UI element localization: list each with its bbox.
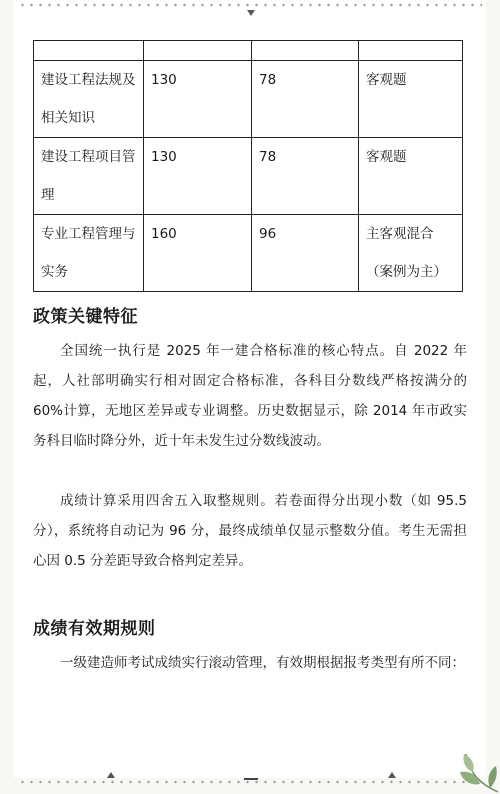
question-type-text: 主客观混合（案例为主） (366, 226, 447, 280)
subject-text: 建设工程项目管理 (41, 149, 136, 203)
section-heading-validity: 成绩有效期规则 (33, 619, 156, 639)
leaf-decoration-icon (440, 734, 500, 794)
table-cell (252, 41, 359, 61)
question-type-cell (359, 61, 463, 138)
bottom-triangle-marker-right (388, 772, 396, 778)
question-type-cell (359, 215, 463, 292)
subject-cell (34, 138, 144, 215)
total-score-text: 160 (151, 226, 177, 242)
bottom-triangle-marker-left (107, 772, 115, 778)
pass-score-cell (252, 215, 359, 292)
question-type-text: 客观题 (366, 72, 407, 88)
pass-score-cell (252, 61, 359, 138)
bottom-center-bar (244, 778, 258, 780)
table-cell (359, 41, 463, 61)
pass-score-text: 78 (259, 72, 277, 88)
table-row (34, 215, 463, 292)
table-cell (34, 41, 144, 61)
top-triangle-marker (247, 10, 255, 16)
total-score-cell (144, 61, 252, 138)
question-type-text: 客观题 (366, 149, 407, 165)
total-score-cell (144, 138, 252, 215)
subject-text: 建设工程法规及相关知识 (41, 72, 136, 126)
table-cell (144, 41, 252, 61)
paragraph-validity-1: 一级建造师考试成绩实行滚动管理，有效期根据报考类型有所不同： (60, 655, 465, 671)
question-type-cell (359, 138, 463, 215)
paragraph-policy-1: 全国统一执行是 2025 年一建合格标准的核心特点。自 2022 年起，人社部明确实行相对固定合格标准，各科目分数线严格按满分的 60%计算，无地区差异或专业调整。历史数据显示，除 2014 年市政实务科目临时降分外，近十年未发生过分数线波动。 (33, 343, 467, 449)
table-header-row (34, 41, 463, 61)
pass-score-text: 78 (259, 149, 277, 165)
pass-score-cell (252, 138, 359, 215)
paragraph-policy-2: 成绩计算采用四舍五入取整规则。若卷面得分出现小数（如 95.5 分），系统将自动记为 96 分，最终成绩单仅显示整数分值。考生无需担心因 0.5 分差距导致合格判定差异。 (33, 493, 467, 569)
subject-cell (34, 215, 144, 292)
subject-text: 专业工程管理与实务 (41, 226, 136, 280)
pass-score-text: 96 (259, 226, 277, 242)
subject-cell (34, 61, 144, 138)
total-score-cell (144, 215, 252, 292)
total-score-text: 130 (151, 72, 177, 88)
table-row (34, 61, 463, 138)
section-heading-policy: 政策关键特征 (33, 307, 138, 327)
top-dotted-border (18, 2, 482, 8)
table-row (34, 138, 463, 215)
score-table (33, 40, 463, 292)
total-score-text: 130 (151, 149, 177, 165)
